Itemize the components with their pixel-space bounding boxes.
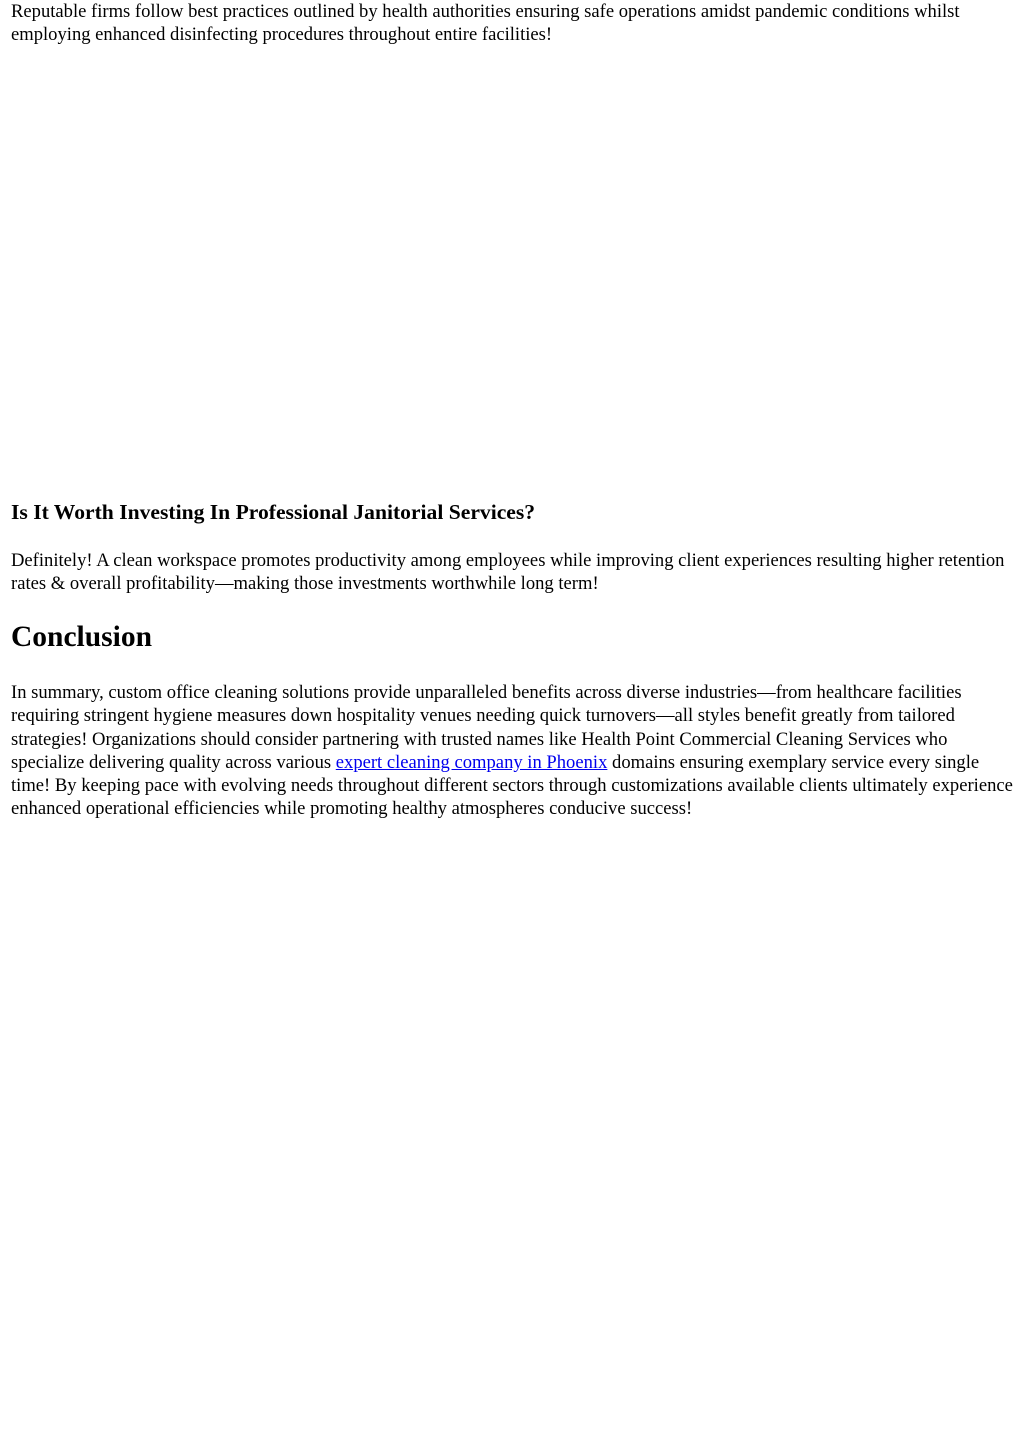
conclusion-heading: Conclusion [11, 621, 152, 653]
faq-answer-paragraph: Definitely! A clean workspace promotes productivity among employees while improving client experiences resulting higher retention rates & overall profitability—making those investments worthwhile long term! [11, 550, 1005, 595]
conclusion-paragraph [11, 681, 1014, 821]
conclusion-text-before-link: In summary, custom office cleaning solutions provide unparalleled benefits across diverse industries—from healthcare facilities requiring stringent hygiene measures down hospitality venues needing quick turnovers—all styles benefit greatly from tailored strategies! Organizations should consider partnering with trusted names like Health Point Commercial Cleaning Services who specialize delivering quality across various [11, 682, 962, 773]
expert-cleaning-company-link[interactable]: expert cleaning company in Phoenix [335, 751, 608, 773]
faq-question-heading: Is It Worth Investing In Professional Janitorial Services? [11, 500, 536, 524]
conclusion-text-after-link: domains ensuring exemplary service every single time! By keeping pace with evolving needs throughout different sectors through customizations available clients ultimately experience enhanced operational efficiencies while promoting healthy atmospheres conducive success! [11, 751, 1013, 820]
intro-paragraph: Reputable firms follow best practices outlined by health authorities ensuring safe operations amidst pandemic conditions whilst employing enhanced disinfecting procedures throughout entire facilities! [11, 1, 960, 46]
